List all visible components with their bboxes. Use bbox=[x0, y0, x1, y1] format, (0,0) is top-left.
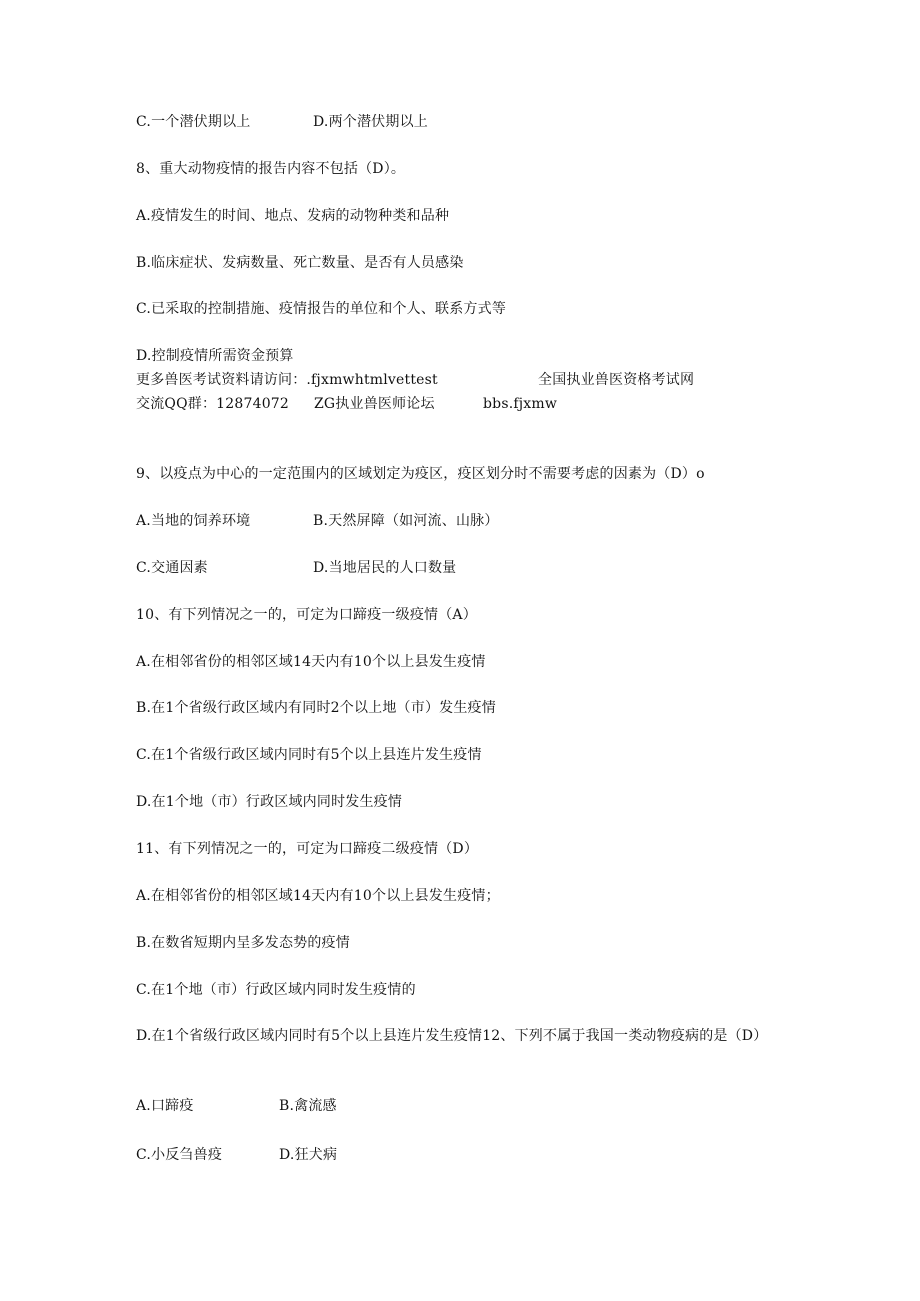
q11-option-c: C.在1个地（市）行政区域内同时发生疫情的 bbox=[136, 982, 416, 998]
q8-option-d: D.控制疫情所需资金预算 bbox=[136, 348, 294, 364]
q7-option-d: D.两个潜伏期以上 bbox=[313, 114, 428, 130]
q12-option-b: B.禽流感 bbox=[279, 1098, 337, 1114]
ad-forum-name: ZG执业兽医师论坛 bbox=[314, 396, 435, 412]
ad-forum-link: bbs.fjxmw bbox=[483, 396, 558, 412]
q10-option-b: B.在1个省级行政区域内有同时2个以上地（市）发生疫情 bbox=[136, 700, 496, 716]
q12-option-d: D.狂犬病 bbox=[279, 1147, 338, 1163]
q11-option-b: B.在数省短期内呈多发态势的疫情 bbox=[136, 935, 350, 951]
q9-option-c: C.交通因素 bbox=[136, 560, 208, 576]
ad-website-text: 更多兽医考试资料请访问：.fjxmwhtmlvettest bbox=[136, 372, 438, 388]
q10-option-c: C.在1个省级行政区域内同时有5个以上县连片发生疫情 bbox=[136, 747, 482, 763]
q9-option-d: D.当地居民的人口数量 bbox=[313, 560, 457, 576]
q12-option-c: C.小反刍兽疫 bbox=[136, 1147, 223, 1163]
q9-question: 9、以疫点为中心的一定范围内的区域划定为疫区，疫区划分时不需要考虑的因素为（D）o bbox=[136, 466, 705, 482]
q8-option-a: A.疫情发生的时间、地点、发病的动物种类和品种 bbox=[136, 208, 450, 224]
q12-option-a: A.口蹄疫 bbox=[136, 1098, 194, 1114]
q10-option-a: A.在相邻省份的相邻区域14天内有10个以上县发生疫情 bbox=[136, 654, 486, 670]
q11-question: 11、有下列情况之一的，可定为口蹄疫二级疫情（D） bbox=[136, 841, 479, 857]
q8-question: 8、重大动物疫情的报告内容不包括（D）。 bbox=[136, 161, 406, 177]
q8-option-b: B.临床症状、发病数量、死亡数量、是否有人员感染 bbox=[136, 255, 464, 271]
q9-option-a: A.当地的饲养环境 bbox=[136, 513, 251, 529]
ad-site-name: 全国执业兽医资格考试网 bbox=[538, 372, 695, 388]
q11-option-a: A.在相邻省份的相邻区域14天内有10个以上县发生疫情； bbox=[136, 888, 500, 904]
q10-question: 10、有下列情况之一的，可定为口蹄疫一级疫情（A） bbox=[136, 607, 477, 623]
q10-option-d: D.在1个地（市）行政区域内同时发生疫情 bbox=[136, 794, 403, 810]
q8-option-c: C.已采取的控制措施、疫情报告的单位和个人、联系方式等 bbox=[136, 301, 507, 317]
q7-option-c: C.一个潜伏期以上 bbox=[136, 114, 251, 130]
q11-option-d-and-q12-question: D.在1个省级行政区域内同时有5个以上县连片发生疫情12、下列不属于我国一类动物疫病的是（D） bbox=[136, 1028, 768, 1044]
ad-qq-group: 交流QQ群：12874072 bbox=[136, 396, 290, 412]
q9-option-b: B.天然屏障（如河流、山脉） bbox=[313, 513, 499, 529]
